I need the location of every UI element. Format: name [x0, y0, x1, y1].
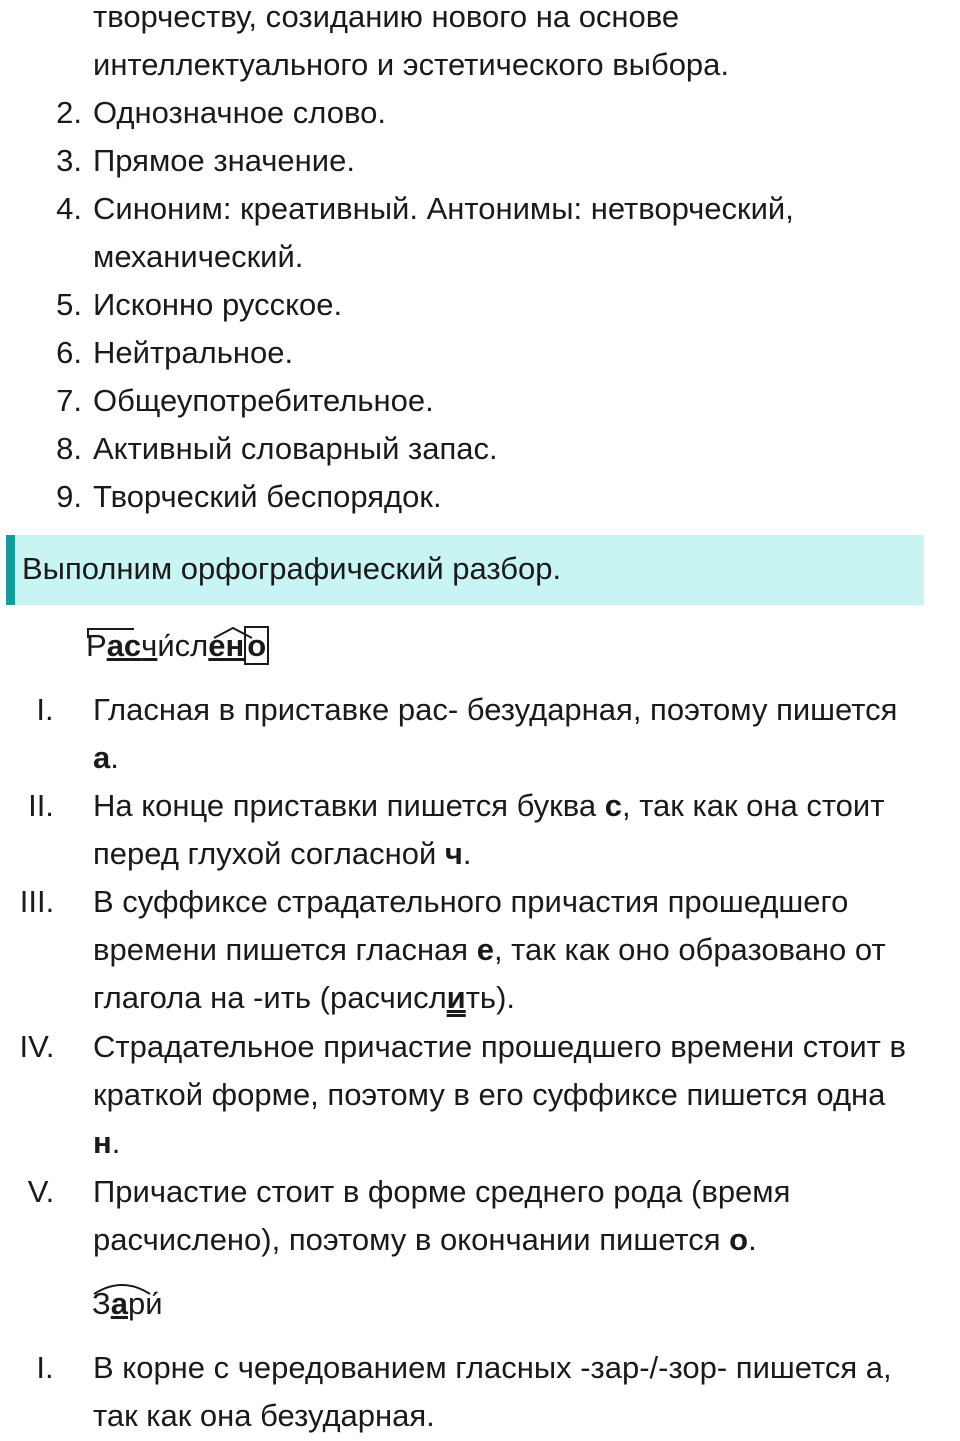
list-number: 7. — [56, 383, 82, 418]
list-number: 8. — [56, 431, 82, 466]
roman-item-line: перед глухой согласной ч. — [93, 836, 472, 871]
list-item: Однозначное слово. — [93, 95, 386, 130]
list-number: 3. — [56, 143, 82, 178]
list-number: 6. — [56, 335, 82, 370]
roman-numeral: V. — [27, 1174, 55, 1209]
intro-line: творчеству, созиданию нового на основе — [93, 0, 680, 34]
roman-item-line: а. — [93, 740, 119, 775]
list-number: 5. — [56, 287, 82, 322]
roman-item-line: Страдательное причастие прошедшего времени стоит в — [93, 1029, 906, 1064]
roman-item-line: глагола на -ить (расчислить). — [93, 980, 516, 1015]
list-number: 9. — [56, 479, 82, 514]
roman-numeral: II. — [28, 788, 54, 823]
word-part: ри́ — [127, 1286, 163, 1321]
roman-numeral: I. — [36, 692, 54, 727]
roman-item-line: Причастие стоит в форме среднего рода (время — [93, 1174, 791, 1209]
roman-item-line: В суффиксе страдательного причастия прошедшего — [93, 884, 849, 919]
callout-accent-bar — [6, 535, 15, 605]
roman-item-line: н. — [93, 1125, 121, 1160]
morphemic-word — [86, 626, 269, 666]
intro-line: интеллектуального и эстетического выбора. — [93, 47, 730, 82]
roman-item-line: краткой форме, поэтому в его суффиксе пишется одна — [93, 1077, 886, 1112]
roman-numeral: III. — [19, 884, 55, 919]
list-item: Исконно русское. — [93, 287, 343, 322]
morphemic-word — [92, 1284, 163, 1324]
list-item: Синоним: креативный. Антонимы: нетворческий, — [93, 191, 794, 226]
word-part: Р — [86, 628, 107, 663]
roman-item-line: расчислено), поэтому в окончании пишется о. — [93, 1222, 757, 1257]
word-part: и́ — [157, 628, 175, 663]
word-part-underlined: ен — [208, 628, 245, 663]
list-number: 2. — [56, 95, 82, 130]
roman-item-line: так как она безударная. — [93, 1398, 435, 1433]
roman-numeral: I. — [36, 1350, 54, 1385]
list-item: Прямое значение. — [93, 143, 355, 178]
roman-item-line: времени пишется гласная е, так как оно образовано от — [93, 932, 886, 967]
word-part-underlined: ас — [106, 628, 142, 663]
prefix-mark — [86, 626, 276, 640]
word-part-underlined: а — [110, 1286, 128, 1321]
word-part: З — [92, 1286, 111, 1321]
roman-item-line: Гласная в приставке рас- безударная, поэтому пишется — [93, 692, 898, 727]
list-item-continuation: механический. — [93, 239, 304, 274]
list-number: 4. — [56, 191, 82, 226]
roman-numeral: IV. — [19, 1029, 55, 1064]
list-item: Активный словарный запас. — [93, 431, 498, 466]
word-part: сл — [174, 628, 209, 663]
list-item: Общеупотребительное. — [93, 383, 434, 418]
list-item: Нейтральное. — [93, 335, 294, 370]
list-item: Творческий беспорядок. — [93, 479, 442, 514]
root-arc-mark — [92, 1278, 162, 1296]
roman-item-line: На конце приставки пишется буква с, так как она стоит — [93, 788, 885, 823]
callout-text: Выполним орфографический разбор. — [22, 551, 562, 586]
callout-box — [6, 535, 924, 605]
roman-item-line: В корне с чередованием гласных -зар-/-зор- пишется а, — [93, 1350, 892, 1385]
word-part-underlined: ч — [141, 628, 158, 663]
ending-box: о — [244, 626, 269, 665]
